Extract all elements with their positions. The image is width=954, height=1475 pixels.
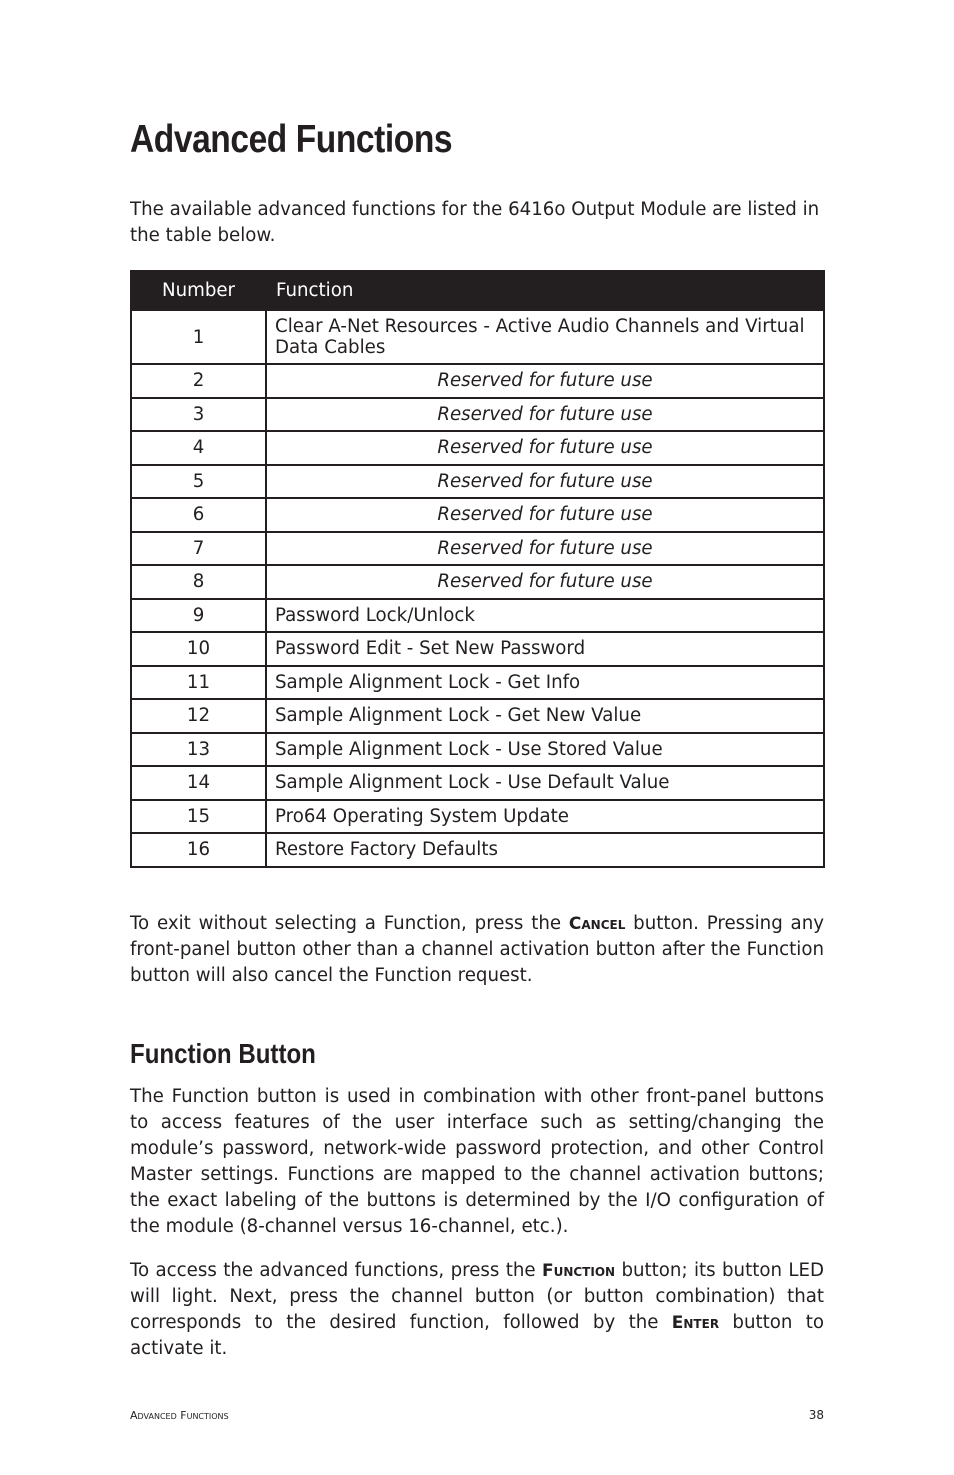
table-row [131,431,824,465]
exit-text-after: button. Pressing any front-panel button other than a channel activation button after the Function button will also cancel the Function request. [130,913,824,986]
access-text-before: To access the advanced functions, press the [130,1260,542,1281]
row-function: Sample Alignment Lock - Use Default Value [266,766,824,800]
table-row [131,766,824,800]
section-title: Function Button [130,1038,316,1069]
row-number: 9 [131,599,266,633]
row-function: Pro64 Operating System Update [266,800,824,834]
row-function: Sample Alignment Lock - Use Stored Value [266,733,824,767]
row-number: 5 [131,465,266,499]
footer-section-label: Advanced Functions [130,1409,229,1422]
row-function: Sample Alignment Lock - Get Info [266,666,824,700]
row-number: 12 [131,699,266,733]
row-function: Reserved for future use [266,364,824,398]
table-row [131,632,824,666]
table-row [131,364,824,398]
page-title: Advanced Functions [130,118,453,161]
row-function: Clear A-Net Resources - Active Audio Channels and Virtual Data Cables [266,310,824,364]
row-number: 6 [131,498,266,532]
table-row [131,498,824,532]
function-button-description: The Function button is used in combination with other front-panel buttons to access features of the user interface such as setting/changing the module’s password, network-wide password protection, and other Control Master settings. Functions are mapped to the channel activation buttons; the exact labeling of the buttons is determined by the I/O configuration of the module (8-channel versus 16-channel, etc.). [130,1086,824,1237]
table-row [131,465,824,499]
row-number: 15 [131,800,266,834]
cancel-button-name: Cancel [568,914,626,934]
table-header-row [131,271,824,310]
exit-paragraph [130,911,824,989]
row-function: Reserved for future use [266,398,824,432]
row-number: 3 [131,398,266,432]
row-function: Reserved for future use [266,532,824,566]
table-row [131,310,824,364]
access-text-after: button to activate it. [130,1312,824,1359]
table-row [131,532,824,566]
footer-page-number: 38 [808,1408,824,1422]
row-number: 16 [131,833,266,867]
intro-paragraph: The available advanced functions for the 6416o Output Module are listed in the table below. [130,199,820,246]
row-number: 10 [131,632,266,666]
table-row [131,733,824,767]
row-number: 13 [131,733,266,767]
row-number: 14 [131,766,266,800]
access-text-middle: button; its button LED will light. Next, press the channel button (or button combination) that corresponds to the desired function, followed by the [130,1260,824,1333]
table-row [131,800,824,834]
row-number: 1 [131,310,266,364]
table-row [131,599,824,633]
row-function: Reserved for future use [266,565,824,599]
row-function: Reserved for future use [266,431,824,465]
column-header-function: Function [266,271,824,310]
row-function: Password Lock/Unlock [266,599,824,633]
row-function: Restore Factory Defaults [266,833,824,867]
enter-button-name: Enter [671,1313,720,1333]
function-button-name: Function [541,1261,616,1281]
row-function: Reserved for future use [266,498,824,532]
table-row [131,666,824,700]
row-number: 11 [131,666,266,700]
access-paragraph [130,1258,824,1362]
table-row [131,565,824,599]
column-header-number: Number [131,271,266,310]
row-number: 7 [131,532,266,566]
row-function: Password Edit - Set New Password [266,632,824,666]
row-number: 8 [131,565,266,599]
row-function: Reserved for future use [266,465,824,499]
table-row [131,398,824,432]
table-body [131,310,824,867]
row-number: 2 [131,364,266,398]
table-row [131,833,824,867]
exit-text-before: To exit without selecting a Function, press the [130,913,569,934]
functions-table [130,270,825,868]
row-function: Sample Alignment Lock - Get New Value [266,699,824,733]
table-row [131,699,824,733]
row-number: 4 [131,431,266,465]
